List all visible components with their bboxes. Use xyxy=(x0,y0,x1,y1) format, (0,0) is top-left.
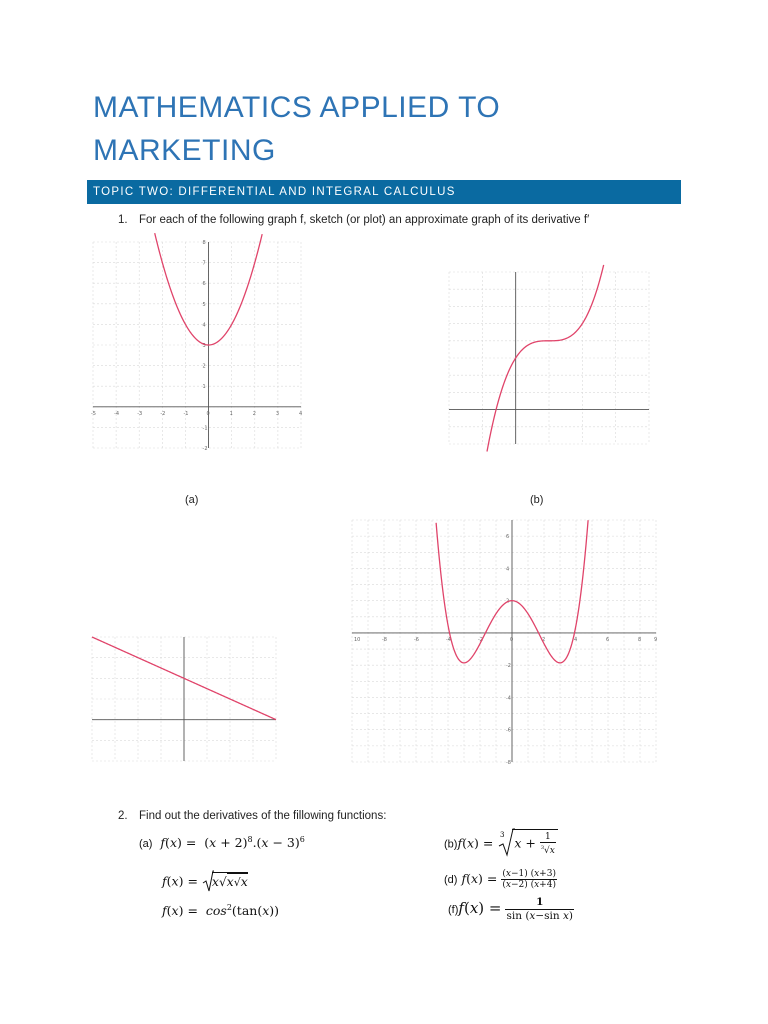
y-tick-label: 2 xyxy=(506,598,510,605)
x-tick-label: -2 xyxy=(160,410,166,417)
question-1-number: 1. xyxy=(118,214,128,226)
y-tick-label: 6 xyxy=(202,281,206,288)
graph-c xyxy=(92,637,276,761)
y-tick-label: 3 xyxy=(202,343,206,349)
svg-text:3: 3 xyxy=(500,831,505,839)
x-tick-label: -6 xyxy=(414,636,419,643)
equation-c: f(x) = x√x√x xyxy=(162,871,250,893)
x-tick-label: 3 xyxy=(275,410,280,417)
x-tick-label: 6 xyxy=(606,636,610,643)
y-tick-label: 8 xyxy=(202,240,206,246)
x-tick-label: -5 xyxy=(91,410,96,417)
x-tick-label: 10 xyxy=(354,636,361,643)
y-tick-label: 1 xyxy=(202,384,206,391)
y-tick-label: 2 xyxy=(202,363,206,370)
graph-b xyxy=(449,272,649,444)
equation-b-label: (b) xyxy=(444,838,458,851)
topic-heading: TOPIC TWO: DIFFERENTIAL AND INTEGRAL CALCULUS xyxy=(87,180,681,204)
y-tick-label: 6 xyxy=(506,534,510,541)
equation-e: $f(x) = \cos^2(\tan(x))$ xyxy=(162,903,280,919)
x-tick-label: 4 xyxy=(299,410,303,417)
y-tick-label: -4 xyxy=(506,695,511,702)
x-tick-label: -2 xyxy=(478,636,483,643)
x-tick-label: 0 xyxy=(510,636,514,643)
x-tick-label: 2 xyxy=(252,410,256,417)
equation-b: (b)f(x) = 3 x + $\frac{1}{^3√x}$ xyxy=(444,829,561,858)
caption-a: (a) xyxy=(185,494,199,506)
y-tick-label: 4 xyxy=(202,322,206,329)
equation-f-label: (f) xyxy=(448,904,459,916)
equation-a: (a) $f(x) = (x + 2)^8.(x - 3)^6$ xyxy=(139,835,305,851)
y-tick-label: 7 xyxy=(202,260,206,267)
x-tick-label: -1 xyxy=(183,410,189,417)
x-tick-label: 1 xyxy=(229,410,233,417)
x-tick-label: 9 xyxy=(654,636,658,643)
x-tick-label: 4 xyxy=(574,636,578,643)
equation-d: (d) f(x) = $\frac{(x-1) (x+3)}{(x-2) (x+4)}$ xyxy=(444,869,556,890)
y-tick-label: -1 xyxy=(202,425,208,432)
y-tick-label: 4 xyxy=(506,566,510,573)
x-tick-label: 0 xyxy=(206,410,210,417)
equation-d-label: (d) xyxy=(444,874,458,886)
y-tick-label: -6 xyxy=(506,727,511,734)
title-line-2: MARKETING xyxy=(93,134,276,167)
x-tick-label: -3 xyxy=(137,410,143,417)
caption-b: (b) xyxy=(530,494,544,506)
question-1-text: For each of the following graph f, sketch (or plot) an approximate graph of its derivative f′ xyxy=(139,214,590,226)
graph-a xyxy=(91,240,303,452)
graph-d xyxy=(352,520,658,766)
x-tick-label: -8 xyxy=(382,636,387,643)
y-tick-label: -2 xyxy=(506,663,511,670)
y-tick-label: 5 xyxy=(202,301,206,308)
y-tick-label: -2 xyxy=(202,446,208,452)
equation-f: (f)f(x) = $\frac{1}{\text{sin (x−sin x)}}$ xyxy=(448,896,574,922)
question-2-text: Find out the derivatives of the fillowing functions: xyxy=(139,810,387,822)
y-tick-label: -8 xyxy=(506,760,511,766)
equation-a-label: (a) xyxy=(139,838,153,851)
x-tick-label: 2 xyxy=(542,636,546,643)
x-tick-label: -4 xyxy=(114,410,120,417)
title-line-1: MATHEMATICS APPLIED TO xyxy=(93,91,501,124)
x-tick-label: -4 xyxy=(446,636,451,643)
document-title xyxy=(93,86,693,172)
x-tick-label: 8 xyxy=(638,636,642,643)
question-2-number: 2. xyxy=(118,810,128,822)
